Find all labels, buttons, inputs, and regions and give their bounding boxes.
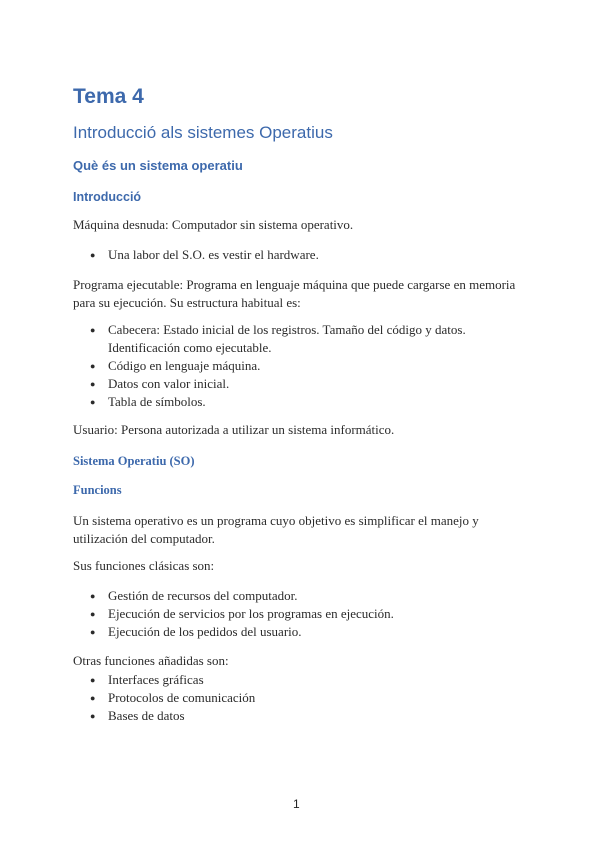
list-item: ● Código en lenguaje máquina.: [90, 358, 261, 373]
bullet-icon: ●: [90, 250, 96, 260]
page-number: 1: [293, 797, 300, 811]
bullet-icon: ●: [90, 627, 96, 637]
page-title: Tema 4: [73, 85, 144, 108]
list-item: ● Ejecución de servicios por los programas en ejecución.: [90, 606, 394, 621]
bullet-icon: ●: [90, 397, 96, 407]
paragraph-funciones-clasicas: Sus funciones clásicas son:: [73, 558, 215, 573]
list-item: ● Una labor del S.O. es vestir el hardware.: [90, 247, 319, 262]
subheading-introduccio: Introducció: [73, 190, 142, 204]
section-heading-sistema-operatiu: Sistema Operatiu (SO): [73, 454, 195, 468]
paragraph-sistema-operativo: Un sistema operativo es un programa cuyo objetivo es simplificar el manejo y utilización del computador.: [73, 513, 479, 546]
bullet-icon: ●: [90, 711, 96, 721]
list-maquina: [73, 246, 533, 264]
subheading-funcions: Funcions: [73, 483, 122, 497]
bullet-icon: ●: [90, 361, 96, 371]
list-item: ● Ejecución de los pedidos del usuario.: [90, 624, 302, 639]
bullet-icon: ●: [90, 609, 96, 619]
bullet-icon: ●: [90, 591, 96, 601]
page-subtitle: Introducció als sistemes Operatius: [73, 123, 333, 142]
list-item: ● Interfaces gráficas: [90, 672, 204, 687]
paragraph-maquina-desnuda: Máquina desnuda: Computador sin sistema operativo.: [73, 217, 354, 232]
list-programa: [73, 321, 533, 411]
list-item: ● Protocolos de comunicación: [90, 690, 256, 705]
paragraph-programa-ejecutable: Programa ejecutable: Programa en lenguaje máquina que puede cargarse en memoria para su ejecución. Su estructura habitual es:: [73, 277, 516, 310]
list-otras-funciones: [73, 671, 533, 725]
list-item: ● Bases de datos: [90, 708, 185, 723]
list-item: ● Tabla de símbolos.: [90, 394, 206, 409]
list-item: ● Gestión de recursos del computador.: [90, 588, 298, 603]
list-item: ● Datos con valor inicial.: [90, 376, 230, 391]
section-heading-que-es: Què és un sistema operatiu: [73, 158, 243, 173]
list-item: ● Cabecera: Estado inicial de los registros. Tamaño del código y datos. Identificación como ejecutable.: [90, 322, 466, 355]
bullet-icon: ●: [90, 379, 96, 389]
bullet-icon: ●: [90, 325, 96, 335]
list-funciones-clasicas: [73, 587, 533, 641]
paragraph-usuario: Usuario: Persona autorizada a utilizar un sistema informático.: [73, 422, 395, 437]
paragraph-otras-funciones: Otras funciones añadidas son:: [73, 653, 229, 668]
bullet-icon: ●: [90, 693, 96, 703]
bullet-icon: ●: [90, 675, 96, 685]
